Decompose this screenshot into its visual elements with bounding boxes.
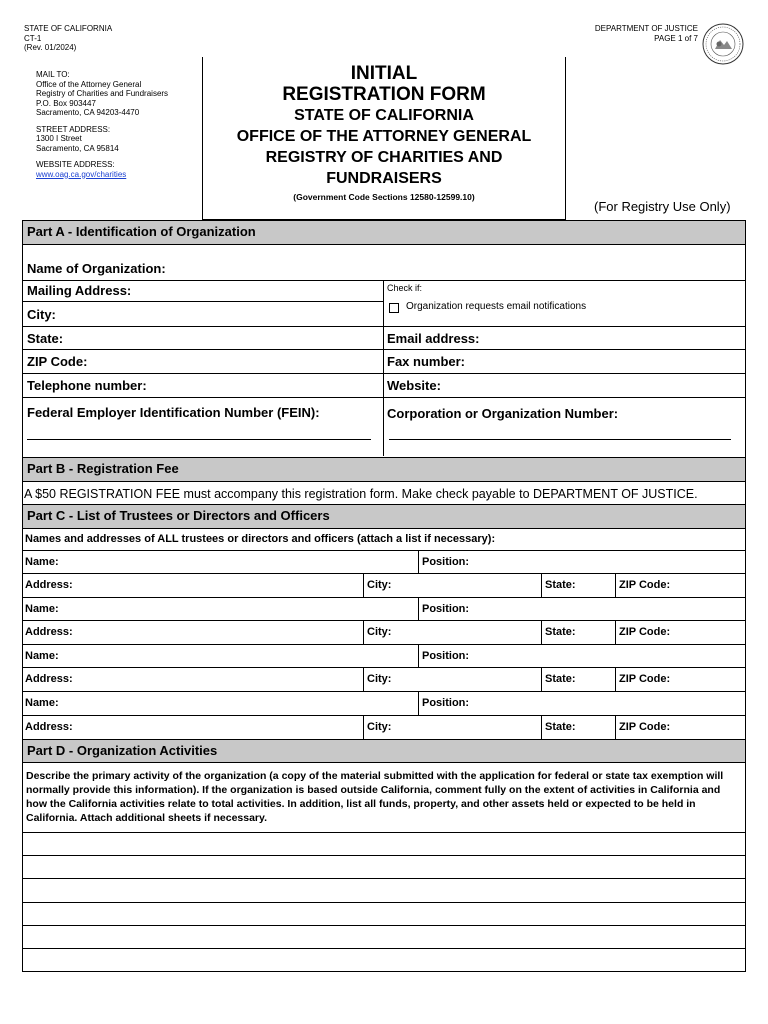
state-field[interactable]: State: <box>27 331 64 346</box>
trustee-zip-field[interactable]: ZIP Code: <box>619 626 671 638</box>
trustee-name-row <box>23 551 745 574</box>
street-address-label: STREET ADDRESS: <box>36 124 111 134</box>
fein-field[interactable]: Federal Employer Identification Number (FEIN): <box>27 405 320 420</box>
email-notification-label: Organization requests email notifications <box>406 301 587 312</box>
department-label: DEPARTMENT OF JUSTICE <box>594 24 698 33</box>
trustee-city-field[interactable]: City: <box>367 673 392 685</box>
website-label: WEBSITE ADDRESS: <box>36 160 115 169</box>
mail-to-line: Registry of Charities and Fundraisers <box>36 89 169 98</box>
part-c-heading: Part C - List of Trustees or Directors and Officers <box>23 505 745 529</box>
trustee-city-field[interactable]: City: <box>367 626 392 638</box>
trustee-address-field[interactable]: Address: <box>25 579 73 591</box>
trustee-name-field[interactable]: Name: <box>25 556 59 568</box>
fein-input-line[interactable] <box>27 439 371 440</box>
mailing-info <box>36 70 206 179</box>
trustee-address-row <box>23 621 745 645</box>
trustee-address-row <box>23 574 745 598</box>
state-label: STATE OF CALIFORNIA <box>24 24 113 33</box>
registration-form <box>22 220 746 972</box>
trustee-position-field[interactable]: Position: <box>422 650 470 662</box>
title-citation: (Government Code Sections 12580-12599.10) <box>293 192 475 202</box>
fee-row <box>23 482 745 505</box>
fax-number-field[interactable]: Fax number: <box>387 354 466 369</box>
activities-answer-line[interactable] <box>23 949 745 971</box>
trustee-zip-field[interactable]: ZIP Code: <box>619 721 671 733</box>
trustee-position-field[interactable]: Position: <box>422 603 470 615</box>
trustee-address-row <box>23 716 745 740</box>
registry-use-only: (For Registry Use Only) <box>594 199 731 214</box>
trustee-address-field[interactable]: Address: <box>25 721 73 733</box>
trustee-city-field[interactable]: City: <box>367 721 392 733</box>
trustee-address-row <box>23 668 745 692</box>
form-id-block <box>24 24 112 53</box>
email-notification-checkbox[interactable] <box>389 303 399 313</box>
trustee-zip-field[interactable]: ZIP Code: <box>619 579 671 591</box>
state-seal-icon <box>702 23 744 65</box>
activities-instructions: Describe the primary activity of the organization (a copy of the material submitted with the application for federal or state tax exemption will normally provide this information). If the organization is based outside California, comment fully on the extent of activities in California and how the California activities relate to total activities. In addition, list all funds, property, and other assets held or expected to be held in California. Attach additional sheets if necessary. <box>26 770 724 824</box>
part-b-heading: Part B - Registration Fee <box>23 457 745 482</box>
street-address-line: Sacramento, CA 95814 <box>36 143 119 153</box>
telephone-field[interactable]: Telephone number: <box>27 378 147 393</box>
title-office: OFFICE OF THE ATTORNEY GENERAL <box>236 128 532 145</box>
form-title-box <box>202 57 566 220</box>
org-name-field[interactable]: Name of Organization: <box>27 261 166 276</box>
street-address-line: 1300 I Street <box>36 134 82 143</box>
trustee-address-field[interactable]: Address: <box>25 626 73 638</box>
website-link[interactable]: www.oag.ca.gov/charities <box>36 169 127 179</box>
trustee-name-field[interactable]: Name: <box>25 603 59 615</box>
mail-to-line: Office of the Attorney General <box>36 79 142 89</box>
title-state: STATE OF CALIFORNIA <box>294 107 474 124</box>
title-initial: INITIAL <box>350 63 418 84</box>
email-address-field[interactable]: Email address: <box>387 331 480 346</box>
activities-answer-line[interactable] <box>23 856 745 879</box>
trustee-state-field[interactable]: State: <box>545 673 576 685</box>
trustee-address-field[interactable]: Address: <box>25 673 73 685</box>
trustee-state-field[interactable]: State: <box>545 579 576 591</box>
website-field[interactable]: Website: <box>387 378 441 393</box>
check-if-label: Check if: <box>387 283 423 293</box>
mail-to-line: P.O. Box 903447 <box>36 98 96 108</box>
revision-date: (Rev. 01/2024) <box>24 43 77 52</box>
mailing-address-field[interactable]: Mailing Address: <box>27 283 132 298</box>
trustee-name-field[interactable]: Name: <box>25 650 59 662</box>
activities-answer-line[interactable] <box>23 903 745 926</box>
form-number: CT-1 <box>24 33 42 43</box>
activities-answer-line[interactable] <box>23 833 745 856</box>
corporation-number-input-line[interactable] <box>389 439 731 440</box>
trustee-name-row <box>23 645 745 668</box>
trustees-instructions: Names and addresses of ALL trustees or directors and officers (attach a list if necessary): <box>25 533 496 545</box>
trustee-name-row <box>23 692 745 716</box>
zip-code-field[interactable]: ZIP Code: <box>27 354 88 369</box>
trustee-state-field[interactable]: State: <box>545 626 576 638</box>
corporation-number-field[interactable]: Corporation or Organization Number: <box>387 406 619 421</box>
mail-to-label: MAIL TO: <box>36 70 70 79</box>
title-registry: REGISTRY OF CHARITIES AND <box>265 149 503 166</box>
title-fundraisers: FUNDRAISERS <box>326 170 442 187</box>
trustees-instructions-row <box>23 529 745 551</box>
registration-fee-text: A $50 REGISTRATION FEE must accompany this registration form. Make check payable to DEPARTMENT OF JUSTICE. <box>24 487 698 501</box>
activities-answer-line[interactable] <box>23 879 745 903</box>
department-block <box>595 24 698 43</box>
trustee-name-field[interactable]: Name: <box>25 697 59 709</box>
activities-instructions-row <box>23 763 745 833</box>
city-field[interactable]: City: <box>27 307 56 322</box>
org-name-row <box>23 245 745 281</box>
mail-to-line: Sacramento, CA 94203-4470 <box>36 108 140 117</box>
trustee-city-field[interactable]: City: <box>367 579 392 591</box>
part-d-heading: Part D - Organization Activities <box>23 740 745 763</box>
trustee-position-field[interactable]: Position: <box>422 697 470 709</box>
trustee-name-row <box>23 598 745 621</box>
part-a-heading: Part A - Identification of Organization <box>23 221 745 245</box>
activities-answer-line[interactable] <box>23 926 745 949</box>
trustee-zip-field[interactable]: ZIP Code: <box>619 673 671 685</box>
trustee-state-field[interactable]: State: <box>545 721 576 733</box>
page-number: PAGE 1 of 7 <box>654 33 698 43</box>
trustee-position-field[interactable]: Position: <box>422 556 470 568</box>
title-registration-form: REGISTRATION FORM <box>282 84 486 105</box>
